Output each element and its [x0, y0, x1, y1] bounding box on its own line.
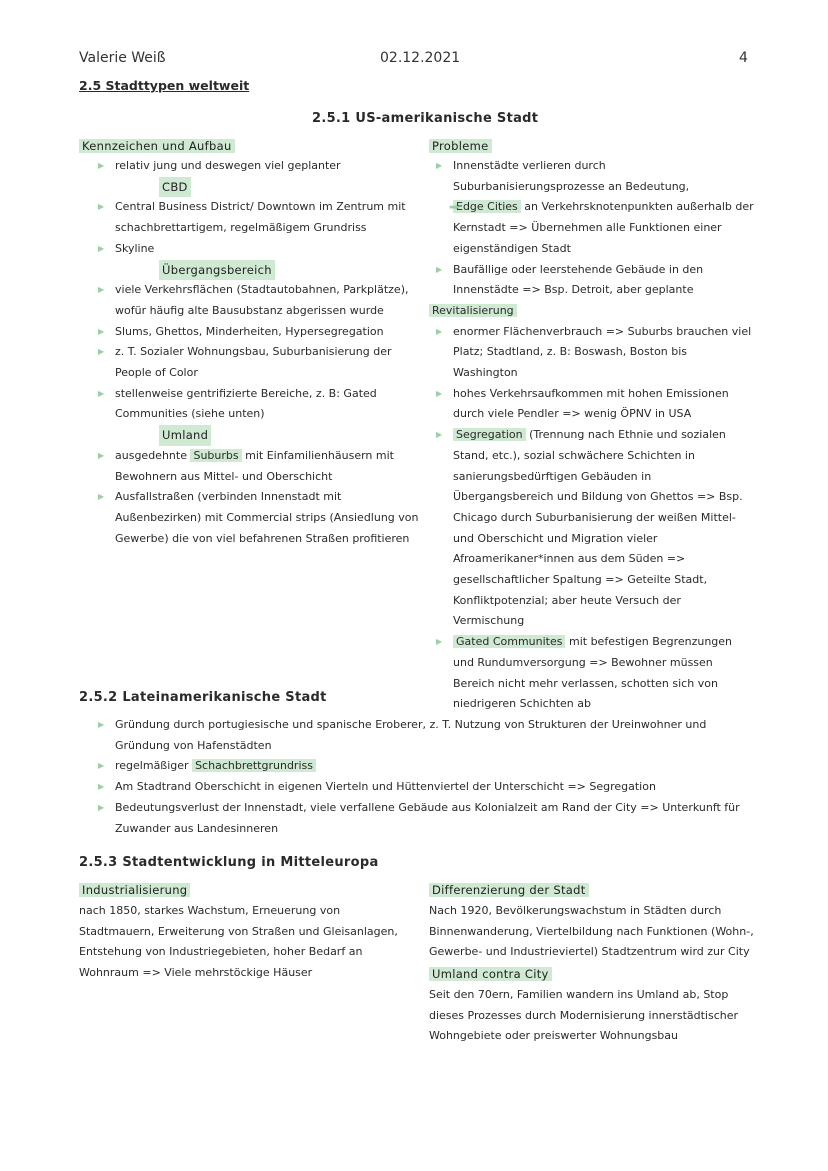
bullet-triangle-icon: ▶ — [436, 430, 443, 440]
differentiation-text: Nach 1920, Bevölkerungswachstum in Städten durch Binnenwanderung, Viertelbildung nach Funktionen (Wohn-, Gewerbe- und Industrieviertel) Stadtzentrum wird zur City — [429, 904, 754, 959]
list-item: ▶ Slums, Ghettos, Minderheiten, Hypersegregation — [91, 322, 421, 343]
list-item: ▶ ausgedehnte Suburbs mit Einfamilienhäusern mit Bewohnern aus Mittel- und Oberschicht — [91, 446, 421, 487]
bullet-triangle-icon: ▶ — [98, 492, 105, 502]
europe-title: 2.5.3 Stadtentwicklung in Mitteleuropa — [79, 855, 379, 870]
author-name: Valerie Weiß — [79, 50, 166, 66]
list-item: ▶ Central Business District/ Downtown im Zentrum mit schachbrettartigem, regelmäßigem Grundriss — [91, 197, 421, 238]
list-item-arrow: ➡ Edge Cities an Verkehrsknotenpunkten außerhalb der Kernstadt => Übernehmen alle Funktionen einer eigenständigen Stadt — [429, 197, 754, 259]
list-item: ▶ viele Verkehrsflächen (Stadtautobahnen, Parkplätze), wofür häufig alte Bausubstanz abgerissen wurde — [91, 280, 421, 321]
bullet-triangle-icon: ▶ — [98, 782, 105, 792]
subheading-umland: Umland — [91, 425, 421, 446]
industrial-text: nach 1850, starkes Wachstum, Erneuerung von Stadtmauern, Erweiterung von Straßen und Gleisanlagen, Entstehung von Industriegebieten, hoher Bedarf an Wohnraum => Viele mehrstöckige Häuser — [79, 904, 398, 980]
list-item: ▶ Ausfallstraßen (verbinden Innenstadt mit Außenbezirken) mit Commercial strips (Ansiedlung von Gewerbe) die von viel befahrenen Straßen profitieren — [91, 487, 421, 549]
page-number: 4 — [739, 50, 748, 66]
us-left-heading: Kennzeichen und Aufbau — [79, 135, 235, 154]
bullet-triangle-icon: ▶ — [98, 450, 105, 460]
list-item: ▶ Gründung durch portugiesische und spanische Eroberer, z. T. Nutzung von Strukturen der Ureinwohner und Gründung von Hafenstädten — [91, 715, 756, 756]
list-item: ▶ Baufällige oder leerstehende Gebäude in den Innenstädte => Bsp. Detroit, aber geplante Revitalisierung — [429, 260, 754, 322]
us-right-list — [429, 156, 754, 715]
bullet-triangle-icon: ▶ — [436, 264, 443, 274]
us-left-list — [91, 156, 421, 549]
list-item: ▶ stellenweise gentrifizierte Bereiche, z. B: Gated Communities (siehe unten) — [91, 384, 421, 425]
umland-text: Seit den 70ern, Familien wandern ins Umland ab, Stop dieses Prozesses durch Modernisierung innerstädtischer Wohngebiete oder preiswerter Wohnungsbau — [429, 988, 739, 1043]
list-item: ▶ z. T. Sozialer Wohnungsbau, Suburbanisierung der People of Color — [91, 342, 421, 383]
bullet-triangle-icon: ▶ — [98, 388, 105, 398]
bullet-triangle-icon: ▶ — [98, 161, 105, 170]
date: 02.12.2021 — [380, 50, 461, 66]
differentiation-heading: Differenzierung der Stadt — [429, 879, 589, 898]
bullet-triangle-icon: ▶ — [98, 243, 105, 253]
list-item: ▶ Bedeutungsverlust der Innenstadt, viele verfallene Gebäude aus Kolonialzeit am Rand der City => Unterkunft für Zuwander aus Landesinneren — [91, 798, 756, 839]
bullet-triangle-icon: ▶ — [98, 347, 105, 357]
latam-title: 2.5.2 Lateinamerikanische Stadt — [79, 690, 327, 705]
subheading-cbd: CBD — [91, 177, 421, 198]
bullet-triangle-icon: ▶ — [436, 326, 443, 336]
bullet-triangle-icon: ▶ — [98, 202, 105, 212]
list-item: ▶ relativ jung und deswegen viel geplanter — [91, 156, 421, 177]
arrow-right-icon: ➡ — [449, 200, 460, 215]
list-item: ▶ Innenstädte verlieren durch Suburbanisierungsprozesse an Bedeutung, — [429, 156, 754, 197]
list-item: ▶ Segregation (Trennung nach Ethnie und sozialen Stand, etc.), sozial schwächere Schichten in sanierungsbedürftigen Gebäuden in Übergangsbereich und Bildung von Ghettos => Bsp. Chicago durch Suburbanisierung der weißen Mittel- und Oberschicht und Migration vieler Afroamerikaner*innen aus dem Süden => gesellschaftlicher Spaltung => Geteilte Stadt, Konfliktpotenzial; aber heute Versuch der Vermischung — [429, 425, 754, 632]
list-item: ▶ Am Stadtrand Oberschicht in eigenen Vierteln und Hüttenviertel der Unterschicht => Segregation — [91, 777, 756, 798]
bullet-triangle-icon: ▶ — [436, 388, 443, 398]
us-city-title: 2.5.1 US-amerikanische Stadt — [312, 111, 539, 126]
list-item: ▶ enormer Flächenverbrauch => Suburbs brauchen viel Platz; Stadtland, z. B: Boswash, Boston bis Washington — [429, 322, 754, 384]
us-right-heading: Probleme — [429, 135, 492, 154]
bullet-triangle-icon: ▶ — [436, 637, 443, 647]
latam-list — [91, 715, 756, 839]
list-item: ▶ Skyline — [91, 239, 421, 260]
list-item: ▶ hohes Verkehrsaufkommen mit hohen Emissionen durch viele Pendler => wenig ÖPNV in USA — [429, 384, 754, 425]
bullet-triangle-icon: ▶ — [98, 761, 105, 771]
subheading-uebergangsbereich: Übergangsbereich — [91, 260, 421, 281]
bullet-triangle-icon: ▶ — [98, 326, 105, 336]
industrial-heading: Industrialisierung — [79, 879, 190, 898]
bullet-triangle-icon: ▶ — [98, 720, 105, 729]
bullet-triangle-icon: ▶ — [98, 802, 105, 812]
bullet-triangle-icon: ▶ — [98, 285, 105, 295]
list-item: ▶ Gated Communites mit befestigen Begrenzungen und Rundumversorgung => Bewohner müssen Bereich nicht mehr verlassen, schotten sich von niedrigeren Schichten ab — [429, 632, 754, 715]
section-title: 2.5 Stadttypen weltweit — [79, 78, 250, 93]
list-item: ▶ regelmäßiger Schachbrettgrundriss — [91, 756, 756, 777]
bullet-triangle-icon: ▶ — [436, 161, 443, 170]
umland-heading: Umland contra City — [429, 963, 552, 982]
